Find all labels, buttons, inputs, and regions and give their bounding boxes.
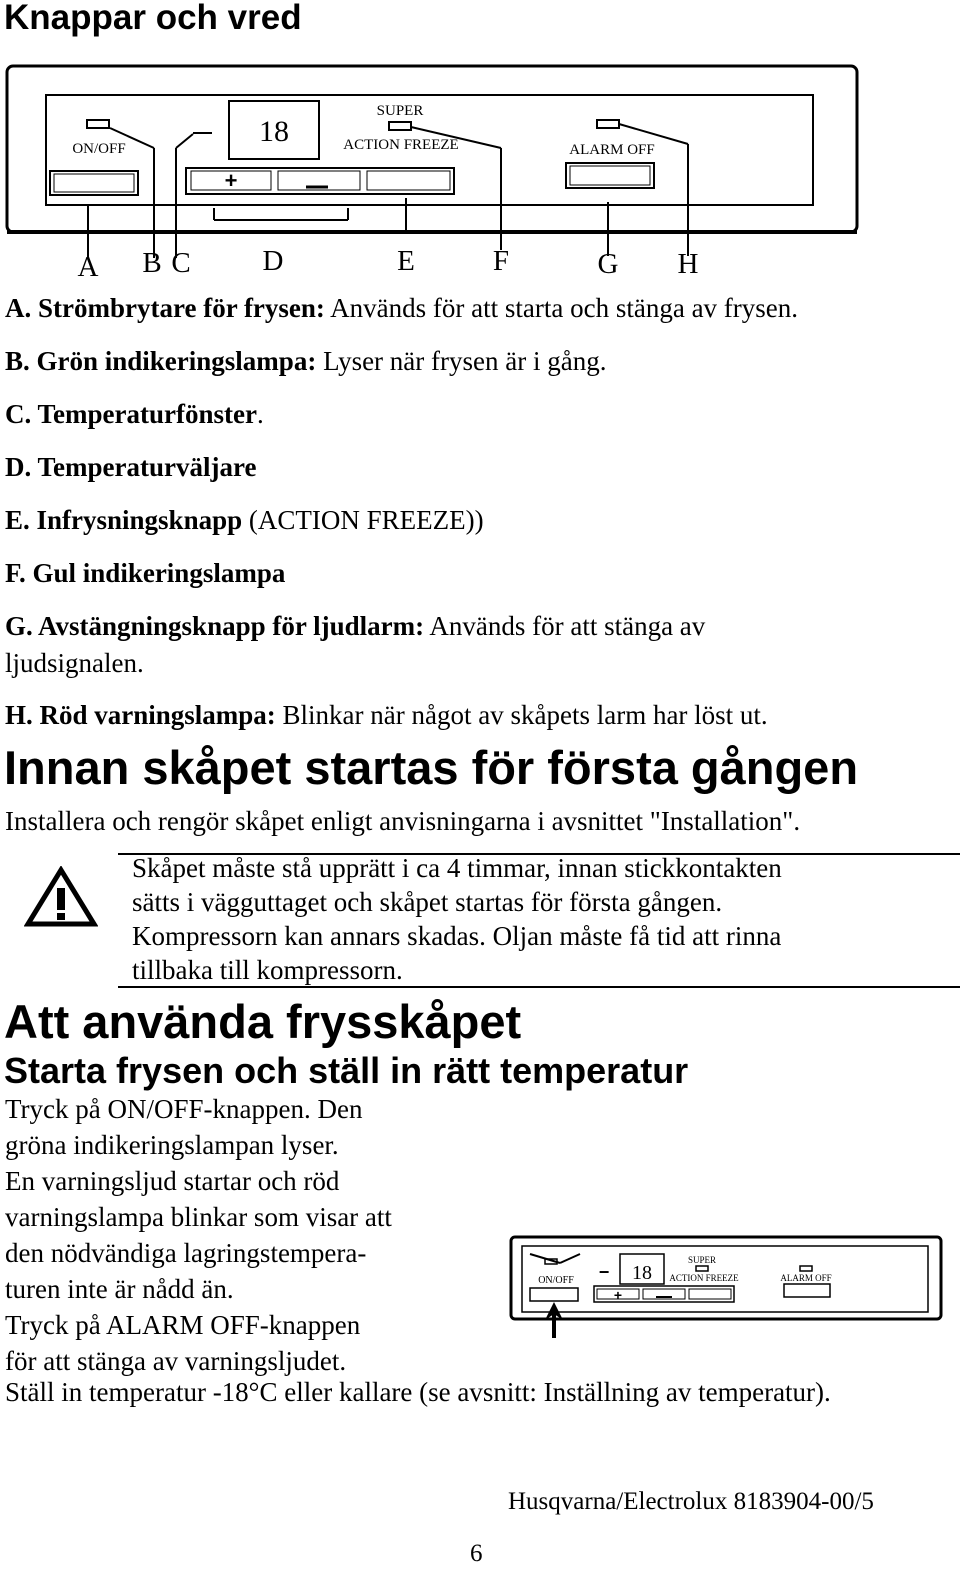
letter-h: H xyxy=(677,248,699,280)
legend-item-h: H. Röd varningslampa: Blinkar när något av skåpets larm har löst ut. xyxy=(5,700,768,730)
small-plus-sign: + xyxy=(613,1287,623,1303)
legend-item-e: E. Infrysningsknapp (ACTION FREEZE)) xyxy=(5,505,484,535)
letter-f: F xyxy=(492,245,510,277)
green-lamp xyxy=(87,120,109,128)
footer-reference: Husqvarna/Electrolux 8183904-00/5 xyxy=(508,1488,874,1515)
small-control-panel-illustration xyxy=(508,1234,948,1344)
legend-item-a: A. Strömbrytare för frysen: Används för att starta och stänga av frysen. xyxy=(5,293,799,323)
warning-rule-bottom xyxy=(118,986,960,988)
super-label: SUPER xyxy=(376,103,424,119)
action-freeze-button xyxy=(367,171,450,190)
on-off-button xyxy=(50,171,138,195)
heading-before-start: Innan skåpet startas för första gången xyxy=(4,741,859,794)
body-line-4: varningslampa blinkar som visar att xyxy=(5,1202,392,1232)
letter-a: A xyxy=(77,251,99,283)
subheading-start: Starta frysen och ställ in rätt temperatur xyxy=(4,1050,689,1091)
action-freeze-label: ACTION FREEZE xyxy=(343,137,459,153)
legend-item-f: F. Gul indikeringslampa xyxy=(5,558,286,588)
letter-g: G xyxy=(597,248,619,280)
small-action-freeze-label: ACTION FREEZE xyxy=(669,1273,739,1283)
body-line-6: turen inte är nådd än. xyxy=(5,1274,234,1304)
alarm-off-button xyxy=(566,163,654,188)
page-number: 6 xyxy=(470,1540,483,1567)
heading-controls: Knappar och vred xyxy=(4,0,302,37)
body-line-2: gröna indikeringslampan lyser. xyxy=(5,1130,339,1160)
warning-line-2: sätts i vägguttaget och skåpet startas för första gången. xyxy=(132,887,723,917)
legend-item-d: D. Temperaturväljare xyxy=(5,452,257,482)
body-line-8: för att stänga av varningsljudet. xyxy=(5,1346,347,1376)
small-display-value: 18 xyxy=(632,1262,652,1284)
on-off-label: ON/OFF xyxy=(72,141,126,157)
legend-item-c: C. Temperaturfönster. xyxy=(5,399,264,429)
small-on-off-label: ON/OFF xyxy=(538,1275,574,1286)
legend-item-g-cont: ljudsignalen. xyxy=(5,648,144,678)
letter-d: D xyxy=(262,245,284,277)
body-line-5: den nödvändiga lagringstempera- xyxy=(5,1238,367,1268)
plus-sign: + xyxy=(224,168,238,193)
small-on-off-button xyxy=(530,1288,578,1301)
small-alarm-off-button xyxy=(784,1284,830,1297)
control-panel-illustration xyxy=(0,60,960,290)
display-value: 18 xyxy=(259,115,289,148)
body-line-7: Tryck på ALARM OFF-knappen xyxy=(5,1310,361,1340)
warning-line-1: Skåpet måste stå upprätt i ca 4 timmar, innan stickkontakten xyxy=(132,853,782,883)
small-alarm-off-label: ALARM OFF xyxy=(780,1273,832,1283)
yellow-lamp xyxy=(389,122,411,130)
small-minus-sign: − xyxy=(598,1262,610,1282)
body-line-3: En varningsljud startar och röd xyxy=(5,1166,340,1196)
warning-icon xyxy=(24,866,98,928)
warning-line-3: Kompressorn kan annars skadas. Oljan måste få tid att rinna xyxy=(132,921,782,951)
red-lamp xyxy=(597,120,619,128)
legend-item-b: B. Grön indikeringslampa: Lyser när frysen är i gång. xyxy=(5,346,607,376)
letter-c: C xyxy=(171,247,191,279)
warning-line-4: tillbaka till kompressorn. xyxy=(132,955,403,985)
letter-b: B xyxy=(142,247,162,279)
heading-using: Att använda frysskåpet xyxy=(4,995,522,1048)
install-instruction: Installera och rengör skåpet enligt anvisningarna i avsnittet "Installation". xyxy=(5,806,801,836)
letter-e: E xyxy=(397,245,415,277)
body-line-1: Tryck på ON/OFF-knappen. Den xyxy=(5,1094,363,1124)
legend-item-g: G. Avstängningsknapp för ljudlarm: Används för att stänga av xyxy=(5,611,706,641)
small-super-label: SUPER xyxy=(687,1255,717,1265)
temperature-instruction: Ställ in temperatur -18°C eller kallare (se avsnitt: Inställning av temperatur). xyxy=(5,1377,831,1407)
alarm-off-label: ALARM OFF xyxy=(569,142,655,158)
